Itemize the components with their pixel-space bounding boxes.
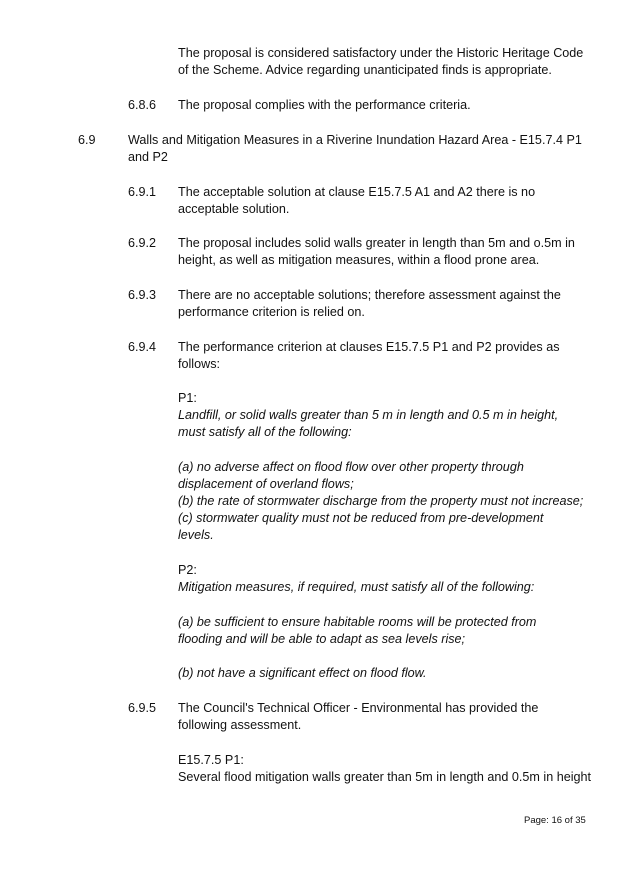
p2-clause-b: (b) not have a significant effect on flood flow.: [178, 666, 427, 680]
p1-clause-c: (c) stormwater quality must not be reduced from pre-development levels.: [178, 511, 544, 542]
section-text-6-8-6: The proposal complies with the performance criteria.: [178, 98, 471, 112]
page-number: Page: 16 of 35: [524, 815, 586, 826]
section-number-6-9-3: 6.9.3: [128, 288, 157, 302]
section-number-6-9-5: 6.9.5: [128, 701, 157, 715]
assessment-text: Several flood mitigation walls greater than 5m in length and 0.5m in height: [178, 770, 592, 784]
section-heading-6-9: Walls and Mitigation Measures in a Riverine Inundation Hazard Area - E15.7.4 P1 and P2: [128, 133, 582, 164]
section-text-6-9-4: The performance criterion at clauses E15.7.5 P1 and P2 provides as follows:: [178, 340, 560, 371]
section-text-6-9-2: The proposal includes solid walls greater in length than 5m and o.5m in height, as well as mitigation measures, within a flood prone area.: [178, 236, 575, 267]
p1-intro: Landfill, or solid walls greater than 5 m in length and 0.5 m in height, must satisfy all of the following:: [178, 408, 559, 439]
p1-clause-a: (a) no adverse affect on flood flow over other property through displacement of overland flows;: [178, 460, 524, 491]
intro-paragraph: The proposal is considered satisfactory under the Historic Heritage Code of the Scheme. Advice regarding unanticipated finds is appropriate.: [178, 46, 584, 77]
section-text-6-9-3: There are no acceptable solutions; therefore assessment against the performance criterion is relied on.: [178, 288, 561, 319]
assessment-heading: E15.7.5 P1:: [178, 753, 244, 767]
p2-clause-a: (a) be sufficient to ensure habitable rooms will be protected from flooding and will be able to adapt as sea levels rise;: [178, 615, 537, 646]
section-number-6-9-1: 6.9.1: [128, 185, 157, 199]
p2-heading: P2:: [178, 563, 197, 577]
p1-clause-b: (b) the rate of stormwater discharge from the property must not increase;: [178, 494, 584, 508]
p2-intro: Mitigation measures, if required, must satisfy all of the following:: [178, 580, 535, 594]
section-number-6-8-6: 6.8.6: [128, 98, 157, 112]
section-number-6-9: 6.9: [78, 133, 96, 147]
section-number-6-9-4: 6.9.4: [128, 340, 157, 354]
section-number-6-9-2: 6.9.2: [128, 236, 157, 250]
p1-heading: P1:: [178, 391, 197, 405]
section-text-6-9-5: The Council's Technical Officer - Environmental has provided the following assessment.: [178, 701, 539, 732]
section-text-6-9-1: The acceptable solution at clause E15.7.5 A1 and A2 there is no acceptable solution.: [178, 185, 536, 216]
